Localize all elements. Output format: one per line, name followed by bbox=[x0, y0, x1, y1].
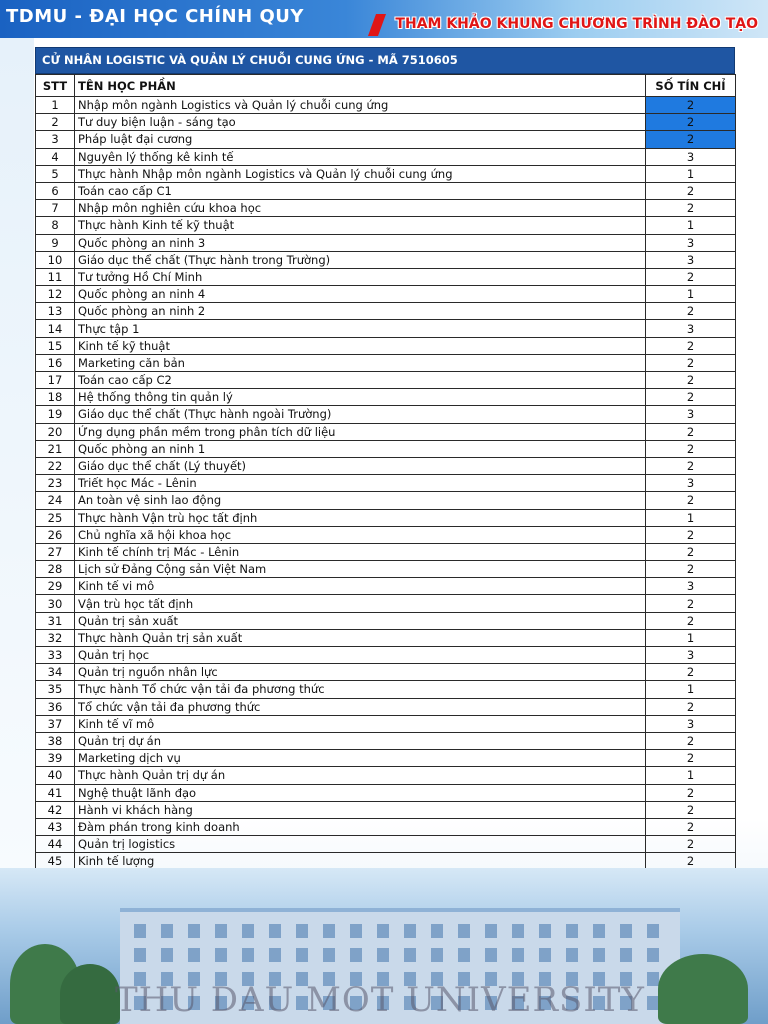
row-course-name: Lịch sử Đảng Cộng sản Việt Nam bbox=[75, 561, 646, 578]
row-course-name: Kinh tế vi mô bbox=[75, 578, 646, 595]
row-stt: 16 bbox=[36, 354, 75, 371]
row-course-name: Thực hành Quản trị sản xuất bbox=[75, 629, 646, 646]
row-stt: 1 bbox=[36, 97, 75, 114]
header-left-title: TDMU - ĐẠI HỌC CHÍNH QUY bbox=[6, 6, 304, 27]
row-credits: 2 bbox=[646, 97, 736, 114]
table-row bbox=[36, 440, 736, 457]
row-credits: 2 bbox=[646, 389, 736, 406]
row-credits: 2 bbox=[646, 457, 736, 474]
row-stt: 21 bbox=[36, 440, 75, 457]
row-course-name: Marketing dịch vụ bbox=[75, 750, 646, 767]
program-title: CỬ NHÂN LOGISTIC VÀ QUẢN LÝ CHUỖI CUNG ỨNG - MÃ 7510605 bbox=[35, 47, 735, 74]
building-window bbox=[242, 924, 254, 938]
row-stt: 18 bbox=[36, 389, 75, 406]
row-stt: 35 bbox=[36, 681, 75, 698]
building-window bbox=[458, 924, 470, 938]
table-row bbox=[36, 268, 736, 285]
row-stt: 30 bbox=[36, 595, 75, 612]
building-window bbox=[647, 948, 659, 962]
row-stt: 8 bbox=[36, 217, 75, 234]
table-row bbox=[36, 475, 736, 492]
table-row bbox=[36, 148, 736, 165]
side-stripe bbox=[0, 38, 34, 868]
row-credits: 2 bbox=[646, 268, 736, 285]
row-course-name: Quốc phòng an ninh 3 bbox=[75, 234, 646, 251]
row-credits: 3 bbox=[646, 406, 736, 423]
table-row bbox=[36, 389, 736, 406]
row-credits: 2 bbox=[646, 131, 736, 148]
table-row bbox=[36, 543, 736, 560]
table-row bbox=[36, 784, 736, 801]
row-stt: 45 bbox=[36, 853, 75, 870]
row-stt: 22 bbox=[36, 457, 75, 474]
row-credits: 2 bbox=[646, 526, 736, 543]
row-stt: 31 bbox=[36, 612, 75, 629]
row-credits: 2 bbox=[646, 612, 736, 629]
row-course-name: Giáo dục thể chất (Thực hành ngoài Trường) bbox=[75, 406, 646, 423]
table-row bbox=[36, 286, 736, 303]
table-header-row bbox=[36, 75, 736, 97]
table-row bbox=[36, 509, 736, 526]
row-course-name: Nghệ thuật lãnh đạo bbox=[75, 784, 646, 801]
row-stt: 17 bbox=[36, 372, 75, 389]
row-credits: 2 bbox=[646, 732, 736, 749]
building-window bbox=[512, 948, 524, 962]
row-credits: 2 bbox=[646, 372, 736, 389]
row-course-name: Chủ nghĩa xã hội khoa học bbox=[75, 526, 646, 543]
table-row bbox=[36, 836, 736, 853]
building-window bbox=[323, 948, 335, 962]
row-course-name: Vận trù học tất định bbox=[75, 595, 646, 612]
header-right-title: THAM KHẢO KHUNG CHƯƠNG TRÌNH ĐÀO TẠO bbox=[395, 16, 758, 32]
row-credits: 2 bbox=[646, 561, 736, 578]
building-window bbox=[647, 924, 659, 938]
table-row bbox=[36, 114, 736, 131]
row-course-name: Nhập môn ngành Logistics và Quản lý chuỗi cung ứng bbox=[75, 97, 646, 114]
row-stt: 37 bbox=[36, 715, 75, 732]
table-row bbox=[36, 681, 736, 698]
row-course-name: Giáo dục thể chất (Thực hành trong Trường) bbox=[75, 251, 646, 268]
table-row bbox=[36, 629, 736, 646]
row-stt: 40 bbox=[36, 767, 75, 784]
table-row bbox=[36, 767, 736, 784]
row-course-name: Thực hành Kinh tế kỹ thuật bbox=[75, 217, 646, 234]
row-course-name: Quản trị logistics bbox=[75, 836, 646, 853]
row-course-name: Thực hành Nhập môn ngành Logistics và Quản lý chuỗi cung ứng bbox=[75, 165, 646, 182]
table-row bbox=[36, 165, 736, 182]
row-course-name: Đàm phán trong kinh doanh bbox=[75, 818, 646, 835]
row-credits: 2 bbox=[646, 303, 736, 320]
row-stt: 41 bbox=[36, 784, 75, 801]
row-credits: 2 bbox=[646, 698, 736, 715]
row-course-name: Toán cao cấp C2 bbox=[75, 372, 646, 389]
table-row bbox=[36, 131, 736, 148]
row-course-name: Kinh tế kỹ thuật bbox=[75, 337, 646, 354]
row-credits: 2 bbox=[646, 801, 736, 818]
row-credits: 1 bbox=[646, 767, 736, 784]
row-course-name: Quốc phòng an ninh 4 bbox=[75, 286, 646, 303]
table-row bbox=[36, 354, 736, 371]
row-credits: 3 bbox=[646, 234, 736, 251]
row-course-name: Hành vi khách hàng bbox=[75, 801, 646, 818]
row-credits: 1 bbox=[646, 629, 736, 646]
tree-right bbox=[658, 954, 748, 1024]
row-stt: 10 bbox=[36, 251, 75, 268]
row-course-name: Tổ chức vận tải đa phương thức bbox=[75, 698, 646, 715]
building-window bbox=[377, 924, 389, 938]
row-credits: 3 bbox=[646, 647, 736, 664]
building-window bbox=[593, 924, 605, 938]
table-row bbox=[36, 715, 736, 732]
row-credits: 2 bbox=[646, 836, 736, 853]
row-course-name: Nhập môn nghiên cứu khoa học bbox=[75, 200, 646, 217]
row-credits: 1 bbox=[646, 217, 736, 234]
table-row bbox=[36, 406, 736, 423]
row-stt: 19 bbox=[36, 406, 75, 423]
row-credits: 2 bbox=[646, 440, 736, 457]
building-window bbox=[458, 948, 470, 962]
building-window bbox=[566, 948, 578, 962]
building-window bbox=[188, 924, 200, 938]
column-header-stt: STT bbox=[36, 75, 75, 97]
row-stt: 27 bbox=[36, 543, 75, 560]
row-stt: 36 bbox=[36, 698, 75, 715]
table-row bbox=[36, 217, 736, 234]
building-window bbox=[215, 948, 227, 962]
table-row bbox=[36, 526, 736, 543]
campus-footer-image bbox=[0, 868, 768, 1024]
row-credits: 2 bbox=[646, 200, 736, 217]
row-course-name: Kinh tế lượng bbox=[75, 853, 646, 870]
row-stt: 38 bbox=[36, 732, 75, 749]
row-course-name: Thực tập 1 bbox=[75, 320, 646, 337]
row-stt: 24 bbox=[36, 492, 75, 509]
row-stt: 44 bbox=[36, 836, 75, 853]
row-credits: 2 bbox=[646, 354, 736, 371]
row-course-name: Pháp luật đại cương bbox=[75, 131, 646, 148]
building-window bbox=[134, 924, 146, 938]
table-row bbox=[36, 337, 736, 354]
table-row bbox=[36, 664, 736, 681]
row-course-name: Thực hành Vận trù học tất định bbox=[75, 509, 646, 526]
row-credits: 1 bbox=[646, 286, 736, 303]
row-credits: 3 bbox=[646, 715, 736, 732]
table-row bbox=[36, 97, 736, 114]
row-course-name: Triết học Mác - Lênin bbox=[75, 475, 646, 492]
row-stt: 5 bbox=[36, 165, 75, 182]
table-row bbox=[36, 492, 736, 509]
curriculum-table bbox=[35, 74, 736, 870]
university-watermark: THU DAU MOT UNIVERSITY bbox=[115, 980, 645, 1020]
row-stt: 39 bbox=[36, 750, 75, 767]
row-stt: 33 bbox=[36, 647, 75, 664]
row-course-name: Giáo dục thể chất (Lý thuyết) bbox=[75, 457, 646, 474]
row-stt: 9 bbox=[36, 234, 75, 251]
building-window bbox=[350, 948, 362, 962]
row-stt: 12 bbox=[36, 286, 75, 303]
row-course-name: Thực hành Quản trị dự án bbox=[75, 767, 646, 784]
row-stt: 6 bbox=[36, 182, 75, 199]
building-window bbox=[566, 924, 578, 938]
table-row bbox=[36, 732, 736, 749]
table-row bbox=[36, 647, 736, 664]
building-window bbox=[269, 924, 281, 938]
row-credits: 2 bbox=[646, 853, 736, 870]
row-credits: 1 bbox=[646, 165, 736, 182]
building-window bbox=[620, 924, 632, 938]
row-credits: 3 bbox=[646, 320, 736, 337]
row-credits: 2 bbox=[646, 818, 736, 835]
row-course-name: Hệ thống thông tin quản lý bbox=[75, 389, 646, 406]
building-window bbox=[134, 948, 146, 962]
building-window bbox=[404, 924, 416, 938]
row-credits: 2 bbox=[646, 543, 736, 560]
row-course-name: Quản trị nguồn nhân lực bbox=[75, 664, 646, 681]
row-course-name: Kinh tế chính trị Mác - Lênin bbox=[75, 543, 646, 560]
row-stt: 2 bbox=[36, 114, 75, 131]
row-stt: 25 bbox=[36, 509, 75, 526]
building-window bbox=[431, 924, 443, 938]
row-stt: 11 bbox=[36, 268, 75, 285]
building-window bbox=[647, 972, 659, 986]
row-stt: 20 bbox=[36, 423, 75, 440]
row-credits: 2 bbox=[646, 182, 736, 199]
curriculum-table-container bbox=[35, 47, 735, 870]
table-row bbox=[36, 234, 736, 251]
row-course-name: Tư duy biện luận - sáng tạo bbox=[75, 114, 646, 131]
table-row bbox=[36, 182, 736, 199]
table-row bbox=[36, 801, 736, 818]
building-window bbox=[485, 948, 497, 962]
table-row bbox=[36, 818, 736, 835]
building-window bbox=[512, 924, 524, 938]
row-course-name: Tư tưởng Hồ Chí Minh bbox=[75, 268, 646, 285]
building-window bbox=[539, 924, 551, 938]
row-stt: 14 bbox=[36, 320, 75, 337]
row-credits: 1 bbox=[646, 509, 736, 526]
building-window bbox=[431, 948, 443, 962]
building-window bbox=[296, 924, 308, 938]
row-stt: 28 bbox=[36, 561, 75, 578]
table-row bbox=[36, 200, 736, 217]
building-window bbox=[593, 948, 605, 962]
table-row bbox=[36, 561, 736, 578]
table-row bbox=[36, 372, 736, 389]
table-row bbox=[36, 578, 736, 595]
row-stt: 13 bbox=[36, 303, 75, 320]
row-course-name: Toán cao cấp C1 bbox=[75, 182, 646, 199]
building-window bbox=[188, 948, 200, 962]
row-course-name: Thực hành Tổ chức vận tải đa phương thức bbox=[75, 681, 646, 698]
row-stt: 42 bbox=[36, 801, 75, 818]
building-window bbox=[485, 924, 497, 938]
table-row bbox=[36, 698, 736, 715]
column-header-credits: SỐ TÍN CHỈ bbox=[646, 75, 736, 97]
table-row bbox=[36, 251, 736, 268]
building-window bbox=[161, 924, 173, 938]
row-credits: 3 bbox=[646, 251, 736, 268]
column-header-name: TÊN HỌC PHẦN bbox=[75, 75, 646, 97]
row-course-name: Nguyên lý thống kê kinh tế bbox=[75, 148, 646, 165]
row-credits: 2 bbox=[646, 784, 736, 801]
row-course-name: Quản trị dự án bbox=[75, 732, 646, 749]
row-credits: 2 bbox=[646, 337, 736, 354]
row-stt: 26 bbox=[36, 526, 75, 543]
row-course-name: Ứng dụng phần mềm trong phân tích dữ liệu bbox=[75, 423, 646, 440]
row-course-name: An toàn vệ sinh lao động bbox=[75, 492, 646, 509]
building-window bbox=[161, 948, 173, 962]
row-credits: 2 bbox=[646, 114, 736, 131]
row-credits: 3 bbox=[646, 475, 736, 492]
row-course-name: Quản trị sản xuất bbox=[75, 612, 646, 629]
row-stt: 15 bbox=[36, 337, 75, 354]
row-course-name: Marketing căn bản bbox=[75, 354, 646, 371]
row-stt: 4 bbox=[36, 148, 75, 165]
table-row bbox=[36, 457, 736, 474]
row-course-name: Quản trị học bbox=[75, 647, 646, 664]
table-row bbox=[36, 750, 736, 767]
row-credits: 2 bbox=[646, 750, 736, 767]
row-credits: 2 bbox=[646, 492, 736, 509]
table-row bbox=[36, 320, 736, 337]
row-stt: 23 bbox=[36, 475, 75, 492]
row-credits: 2 bbox=[646, 664, 736, 681]
table-row bbox=[36, 612, 736, 629]
building-window bbox=[404, 948, 416, 962]
row-course-name: Kinh tế vĩ mô bbox=[75, 715, 646, 732]
building-window bbox=[296, 948, 308, 962]
table-row bbox=[36, 303, 736, 320]
row-credits: 2 bbox=[646, 595, 736, 612]
row-stt: 34 bbox=[36, 664, 75, 681]
row-credits: 3 bbox=[646, 148, 736, 165]
building-window bbox=[350, 924, 362, 938]
building-window bbox=[377, 948, 389, 962]
building-window bbox=[323, 924, 335, 938]
row-course-name: Quốc phòng an ninh 2 bbox=[75, 303, 646, 320]
row-stt: 32 bbox=[36, 629, 75, 646]
tree-left-2 bbox=[60, 964, 120, 1024]
row-credits: 1 bbox=[646, 681, 736, 698]
row-stt: 3 bbox=[36, 131, 75, 148]
building-window bbox=[269, 948, 281, 962]
building-window bbox=[539, 948, 551, 962]
row-credits: 3 bbox=[646, 578, 736, 595]
row-stt: 29 bbox=[36, 578, 75, 595]
row-stt: 43 bbox=[36, 818, 75, 835]
row-stt: 7 bbox=[36, 200, 75, 217]
table-row bbox=[36, 423, 736, 440]
table-row bbox=[36, 595, 736, 612]
building-window bbox=[620, 948, 632, 962]
row-course-name: Quốc phòng an ninh 1 bbox=[75, 440, 646, 457]
row-credits: 2 bbox=[646, 423, 736, 440]
building-window bbox=[242, 948, 254, 962]
building-window bbox=[215, 924, 227, 938]
